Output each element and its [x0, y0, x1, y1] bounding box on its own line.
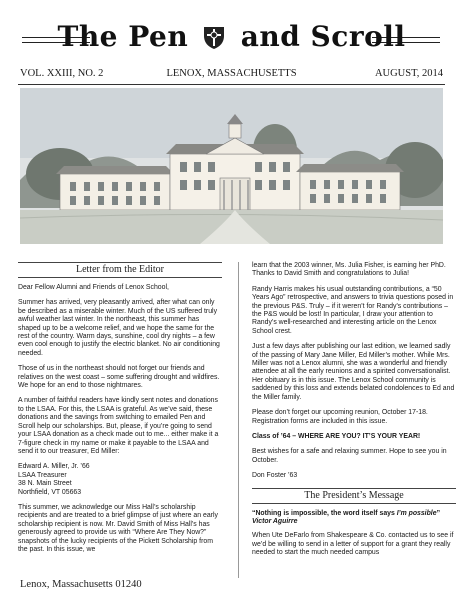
section-heading-editor: Letter from the Editor	[18, 262, 222, 278]
class-callout: Class of ’64 – WHERE ARE YOU? IT’S YOUR YEAR!	[252, 432, 421, 440]
school-building-illustration	[20, 88, 443, 244]
editor-signature: Don Foster ’63	[252, 472, 298, 480]
paragraph: Summer has arrived, very pleasantly arrived, after what can only be described as a miserable winter. Much of the US suffered truly awful weather last winter. In the northeast, this summer has shaped up to be a welcome relief, and we hope the same for the rest of the country. Warm days, sunshine, cool dry nights – a few even cool enough to justify the electric blanket. No air conditioning needed.	[18, 299, 220, 357]
masthead	[0, 20, 463, 66]
quote-end: ”	[436, 509, 441, 517]
quote-text: “Nothing is impossible, the word itself says	[252, 509, 397, 517]
editor-letter-column	[18, 262, 222, 561]
issue-date: AUGUST, 2014	[374, 68, 443, 79]
title-left: The Pen	[57, 20, 189, 53]
paragraph: Those of us in the northeast should not forget our friends and relatives on the west coast – some suffering drought and wildfires. We hope for an end to those nightmares.	[18, 365, 220, 390]
crest-icon	[201, 24, 227, 50]
issue-info-bar	[18, 66, 445, 85]
quote-attribution: Victor Aguirre	[252, 517, 298, 525]
newsletter-title	[0, 20, 463, 53]
editor-letter-continued-column	[252, 262, 456, 565]
title-right: and Scroll	[240, 20, 406, 53]
paragraph: learn that the 2003 winner, Ms. Julia Fisher, is earning her PhD. Thanks to David Smith and congratulations to Julia!	[252, 262, 446, 278]
page-footer: Lenox, Massachusetts 01240	[20, 579, 142, 590]
volume-label: VOL. XXIII, NO. 2	[20, 68, 104, 79]
president-quote	[252, 510, 456, 527]
paragraph: Please don’t forget our upcoming reunion, October 17-18. Registration forms are included in this issue.	[252, 409, 428, 425]
location-label: LENOX, MASSACHUSETTS	[166, 68, 297, 79]
column-divider	[238, 262, 239, 578]
paragraph: Randy Harris makes his usual outstanding contributions, a “50 Years Ago” retrospective, and answers to trivia questions posed in the previous P&S. Truly – if it weren’t for Randy’s contributions – the P&S would be lost! In particular, I draw your attention to Randy’s well-researched and interesting article on the Lenox School crest.	[252, 285, 454, 335]
closing-remark: Best wishes for a safe and relaxing summer. Hope to see you in October.	[252, 448, 447, 464]
paragraph: When Ute DeFarlo from Shakespeare & Co. contacted us to see if we’d be willing to send in a letter of support for a grant they really needed to start the much needed campus	[252, 532, 454, 557]
section-heading-president: The President’s Message	[252, 488, 456, 504]
paragraph: This summer, we acknowledge our Miss Hall’s scholarship recipients and are treated to a brief glimpse of just where an early scholarship recipient is now. Mr. David Smith of Miss Hall’s has generously agreed to provide us with “Where Are They Now?” snapshots of the lucky recipients of the Pickett Scholarship from the past. In this issue, we	[18, 503, 218, 553]
quote-emphasis: I’m possible	[396, 509, 437, 517]
paragraph: Just a few days after publishing our last edition, we learned sadly of the passing of Mary Jane Miller, Ed Miller’s mother. While Mrs. Miller was not a Lenox alumni, she was a wonderful and friendly attendee at all the early reunions and a spirited conversationalist. Her obituary is in this issue. The Lenox School community is saddened by this loss and extends belated condolences to Ed and the Miller family.	[252, 343, 455, 401]
paragraph: A number of faithful readers have kindly sent notes and donations to the LSAA. For this, the LSAA is grateful. As we’ve said, these donations and the savings from switching to emailed Pen and Scroll help our scholarships. But, please, if you’re going to send your LSAA donation as a check made out to me... either make it a 7-figure check in my name or make it payable to the LSAA and send it to our treasurer, Ed Miller:	[18, 397, 219, 455]
treasurer-address: Edward A. Miller, Jr. ’66 LSAA Treasurer 38 N. Main Street Northfield, VT 05663	[18, 463, 90, 496]
paragraph: Dear Fellow Alumni and Friends of Lenox School,	[18, 284, 169, 291]
